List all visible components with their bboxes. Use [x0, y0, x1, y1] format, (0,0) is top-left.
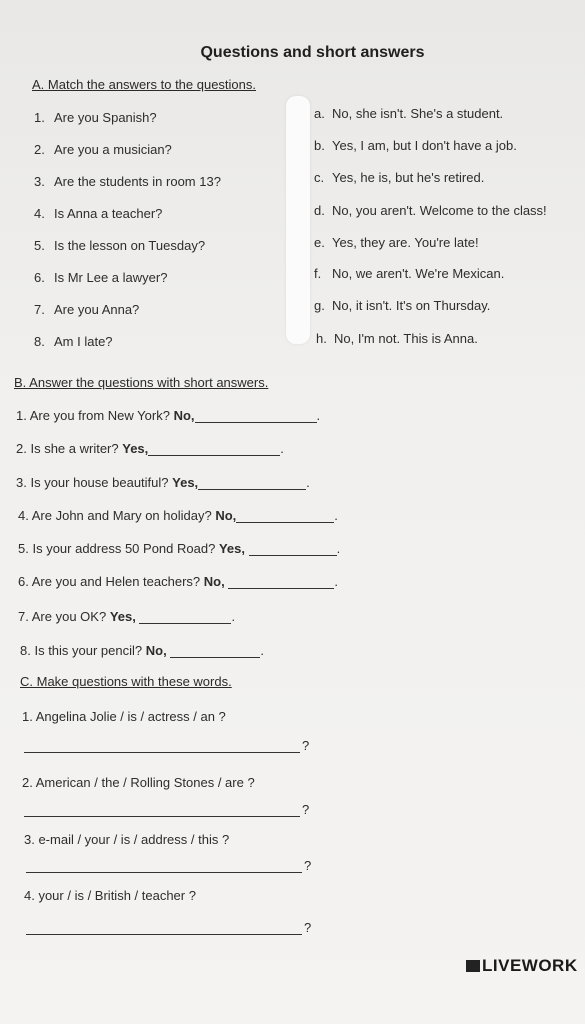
answer-row — [316, 331, 478, 346]
short-answer-item: 3. Is your house beautiful? Yes, . — [16, 475, 310, 490]
answer-text: No, you aren't. Welcome to the class! — [332, 203, 547, 218]
question-number: 1. — [34, 110, 45, 125]
section-c-heading: C. Make questions with these words. — [20, 674, 232, 689]
answer-text: No, we aren't. We're Mexican. — [332, 266, 505, 281]
question-text: Are you a musician? — [54, 142, 172, 157]
answer-blank[interactable] — [148, 442, 280, 456]
answer-row — [314, 266, 504, 281]
answer-blank[interactable] — [195, 409, 317, 423]
answer-row — [314, 170, 484, 185]
answer-letter: e. — [314, 235, 325, 250]
answer-blank[interactable] — [198, 476, 306, 490]
word-prompt: 4. your / is / British / teacher ? — [24, 888, 196, 903]
answer-blank[interactable] — [249, 542, 337, 556]
question-text: Is Anna a teacher? — [54, 206, 163, 221]
answer-text: No, she isn't. She's a student. — [332, 106, 504, 121]
logo-icon — [466, 960, 480, 972]
word-prompt: 3. e-mail / your / is / address / this ? — [24, 832, 230, 847]
word-prompt: 1. Angelina Jolie / is / actress / an ? — [22, 709, 226, 724]
question-text: Are you Anna? — [54, 302, 140, 317]
question-text: Is Mr Lee a lawyer? — [54, 270, 168, 285]
question-number: 2. — [34, 142, 45, 157]
question-row — [34, 270, 167, 285]
short-answer-item: 8. Is this your pencil? No, . — [20, 643, 264, 658]
answer-blank[interactable] — [139, 610, 231, 624]
question-mark: ? — [304, 858, 312, 873]
question-text: Am I late? — [54, 334, 113, 349]
answer-letter: d. — [314, 203, 325, 218]
short-answer-item: 2. Is she a writer? Yes, . — [16, 441, 284, 456]
answer-letter: a. — [314, 106, 325, 121]
answer-row — [314, 138, 517, 153]
section-a-heading: A. Match the answers to the questions. — [32, 77, 257, 92]
question-text: Is the lesson on Tuesday? — [54, 238, 206, 253]
short-answer-item: 5. Is your address 50 Pond Road? Yes, . — [18, 541, 341, 556]
short-answer-item: 1. Are you from New York? No, . — [16, 408, 321, 423]
answer-letter: f. — [314, 266, 322, 281]
question-text: Are the students in room 13? — [54, 174, 221, 189]
answer-letter: g. — [314, 298, 325, 313]
answer-letter: b. — [314, 138, 325, 153]
question-row — [34, 174, 221, 189]
correction-fluid-mark — [286, 96, 310, 344]
question-number: 4. — [34, 206, 45, 221]
answer-row — [314, 298, 490, 313]
answer-line[interactable] — [26, 934, 302, 935]
answer-text: No, I'm not. This is Anna. — [334, 331, 478, 346]
answer-letter: c. — [314, 170, 325, 185]
answer-text: Yes, I am, but I don't have a job. — [332, 138, 517, 153]
question-row — [34, 142, 172, 157]
question-row — [34, 238, 205, 253]
section-b-heading: B. Answer the questions with short answers. — [14, 375, 269, 390]
word-prompt: 2. American / the / Rolling Stones / are ? — [22, 775, 255, 790]
short-answer-item: 4. Are John and Mary on holiday? No, . — [18, 508, 338, 523]
question-row — [34, 302, 139, 317]
answer-blank[interactable] — [236, 509, 334, 523]
question-row — [34, 334, 113, 349]
answer-row — [314, 235, 479, 250]
question-row — [34, 110, 157, 125]
question-row — [34, 206, 162, 221]
liveworksheets-logo: LIVEWORK — [466, 956, 578, 976]
answer-row — [314, 106, 503, 121]
question-number: 3. — [34, 174, 45, 189]
answer-text: Yes, he is, but he's retired. — [332, 170, 485, 185]
answer-line[interactable] — [26, 872, 302, 873]
short-answer-item: 6. Are you and Helen teachers? No, . — [18, 574, 338, 589]
answer-blank[interactable] — [170, 644, 260, 658]
answer-line[interactable] — [24, 752, 300, 753]
short-answer-item: 7. Are you OK? Yes, . — [18, 609, 236, 624]
question-mark: ? — [304, 920, 312, 935]
answer-letter: h. — [316, 331, 327, 346]
question-number: 8. — [34, 334, 45, 349]
answer-text: Yes, they are. You're late! — [332, 235, 479, 250]
answer-blank[interactable] — [228, 575, 334, 589]
question-number: 7. — [34, 302, 45, 317]
answer-row — [314, 203, 547, 218]
question-mark: ? — [302, 802, 310, 817]
question-number: 5. — [34, 238, 45, 253]
answer-line[interactable] — [24, 816, 300, 817]
page-title: Questions and short answers — [200, 44, 425, 61]
question-mark: ? — [302, 738, 310, 753]
question-text: Are you Spanish? — [54, 110, 157, 125]
question-number: 6. — [34, 270, 45, 285]
answer-text: No, it isn't. It's on Thursday. — [332, 298, 491, 313]
